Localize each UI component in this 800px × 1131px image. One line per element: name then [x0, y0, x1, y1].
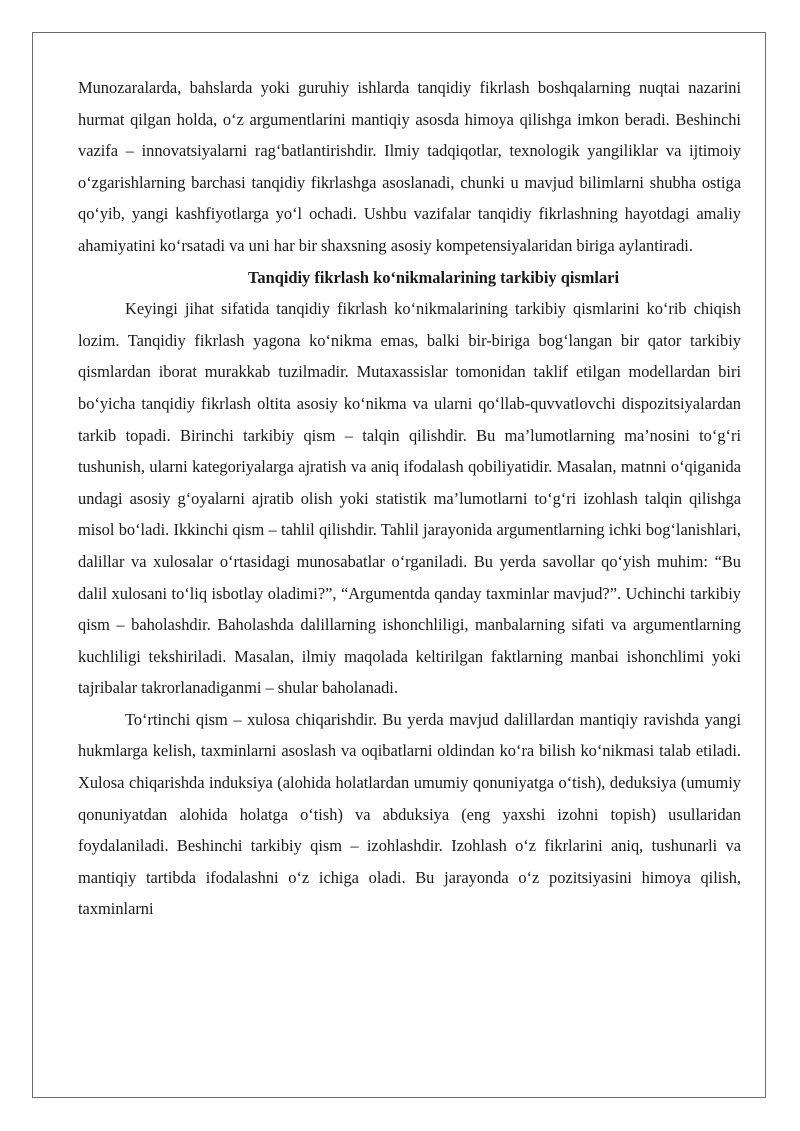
- paragraph-components: Keyingi jihat sifatida tanqidiy fikrlash ko‘nikmalarining tarkibiy qismlarini ko‘rib chiqish lozim. Tanqidiy fikrlash yagona ko‘nikma emas, balki bir-biriga bog‘langan bir qator tarkibiy qismlardan iborat murakkab tuzilmadir. Mutaxassislar tomonidan taklif etilgan modellardan biri bo‘yicha tanqidiy fikrlash oltita asosiy ko‘nikma va ularni qo‘llab-quvvatlovchi dispozitsiyalardan tarkib topadi. Birinchi tarkibiy qism – talqin qilishdir. Bu ma’lumotlarning ma’nosini to‘g‘ri tushunish, ularni kategoriyalarga ajratish va aniq ifodalash qobiliyatidir. Masalan, matnni o‘qiganida undagi asosiy g‘oyalarni ajratib olish yoki statistik ma’lumotlarni to‘g‘ri izohlash talqin qilishga misol bo‘ladi. Ikkinchi qism – tahlil qilishdir. Tahlil jarayonida argumentlarning ichki bog‘lanishlari, dalillar va xulosalar o‘rtasidagi munosabatlar o‘rganiladi. Bu yerda savollar qo‘yish muhim: “Bu dalil xulosani to‘liq isbotlay oladimi?”, “Argumentda qanday taxminlar mavjud?”. Uchinchi tarkibiy qism – baholashdir. Baholashda dalillarning ishonchliligi, manbalarning sifati va argumentlarning kuchliligi tekshiriladi. Masalan, ilmiy maqolada keltirilgan faktlarning manbai ishonchlimi yoki tajribalar takrorlanadiganmi – shular baholanadi.: [78, 299, 741, 698]
- section-heading: Tanqidiy fikrlash ko‘nikmalarining tarkibiy qismlari: [247, 267, 619, 287]
- paragraph-intro: Munozaralarda, bahslarda yoki guruhiy ishlarda tanqidiy fikrlash boshqalarning nuqtai nazarini hurmat qilgan holda, o‘z argumentlarini mantiqiy asosda himoya qilishga imkon beradi. Beshinchi vazifa – innovatsiyalarni rag‘batlantirishdir. Ilmiy tadqiqotlar, texnologik yangiliklar va ijtimoiy o‘zgarishlarning barchasi tanqidiy fikrlashga asoslanadi, chunki u mavjud bilimlarni shubha ostiga qo‘yib, yangi kashfiyotlarga yo‘l ochadi. Ushbu vazifalar tanqidiy fikrlashning hayotdagi amaliy ahamiyatini ko‘rsatadi va uni har bir shaxsning asosiy kompetensiyalaridan biriga aylantiradi.: [78, 78, 741, 255]
- document-body: [78, 72, 741, 925]
- paragraph-conclusion: To‘rtinchi qism – xulosa chiqarishdir. Bu yerda mavjud dalillardan mantiqiy ravishda yangi hukmlarga kelish, taxminlarni asoslash va oqibatlarni oldindan ko‘ra bilish ko‘nikmasi talab etiladi. Xulosa chiqarishda induksiya (alohida holatlardan umumiy qonuniyatga o‘tish), deduksiya (umumiy qonuniyatdan alohida holatga o‘tish) va abduksiya (eng yaxshi izohni topish) usullaridan foydalaniladi. Beshinchi tarkibiy qism – izohlashdir. Izohlash o‘z fikrlarini aniq, tushunarli va mantiqiy tartibda ifodalashni o‘z ichiga oladi. Bu jarayonda o‘z pozitsiyasini himoya qilish, taxminlarni: [78, 709, 741, 919]
